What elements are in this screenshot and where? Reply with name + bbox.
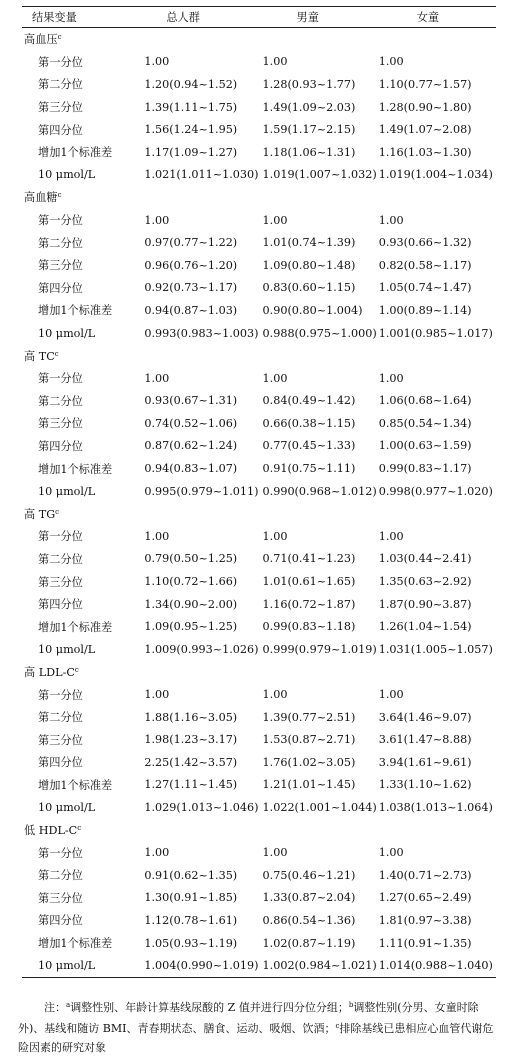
table-row [22, 864, 496, 887]
table-cell: 0.74(0.52~1.06) [144, 416, 238, 430]
table-cell: 0.87(0.62~1.24) [144, 439, 238, 453]
footnote-a-text: 调整性别、年龄计算基线尿酸的 Z 值并进行四分位分组； [70, 1001, 349, 1014]
row-label-cell: 第二分位 [38, 394, 83, 408]
table-cell: 1.20(0.94~1.52) [144, 77, 238, 91]
table-cell: 1.87(0.90~3.87) [378, 597, 472, 611]
row-label-cell: 10 μmol/L [22, 954, 136, 977]
table-cell: 1.038(1.013~1.064) [378, 800, 493, 814]
table-row [22, 525, 496, 548]
table-cell: 0.92(0.73~1.17) [144, 281, 238, 295]
table-cell: 0.66(0.38~1.15) [262, 416, 356, 430]
row-label-cell: 第四分位 [38, 123, 83, 137]
section-title-footnote-marker: c [74, 665, 79, 674]
section-title-footnote-marker: c [57, 33, 62, 42]
section-title-cell [22, 344, 496, 367]
table-cell: 1.00 [378, 846, 404, 860]
table-cell: 0.993(0.983~1.003) [144, 326, 259, 340]
table-header-row [22, 7, 496, 28]
row-label-cell: 10 μmol/L [38, 168, 96, 182]
table-cell: 0.82(0.58~1.17) [378, 258, 472, 272]
section-title-cell [22, 502, 496, 525]
section-header-row [22, 28, 496, 51]
row-label-cell: 第四分位 [38, 598, 83, 612]
table-cell: 0.990(0.968~1.012) [262, 484, 377, 498]
table-cell: 1.00 [144, 213, 170, 227]
table-cell: 1.00 [378, 371, 404, 385]
table-cell: 1.021(1.011~1.030) [144, 168, 259, 182]
table-cell: 1.09(0.95~1.25) [144, 620, 238, 634]
table-cell: 1.10(0.72~1.66) [144, 575, 238, 589]
table-cell: 0.90(0.80~1.004) [262, 303, 363, 317]
table-cell: 1.34(0.90~2.00) [144, 597, 238, 611]
table-cell: 1.014(0.988~1.040) [377, 954, 496, 977]
table-cell: 1.49(1.07~2.08) [378, 123, 472, 137]
table-cell: 1.76(1.02~3.05) [262, 755, 356, 769]
header-outcome-variable: 结果变量 [22, 7, 136, 28]
table-cell: 0.75(0.46~1.21) [262, 868, 356, 882]
table-cell: 1.019(1.004~1.034) [378, 168, 493, 182]
table-cell: 1.00 [378, 213, 404, 227]
table-cell: 1.01(0.74~1.39) [262, 236, 356, 250]
table-footnote [18, 996, 498, 1057]
row-label-cell: 第三分位 [38, 891, 83, 905]
section-title-cell [22, 28, 496, 51]
table-cell: 1.30(0.91~1.85) [144, 891, 238, 905]
section-title: 高 LDL-C [24, 665, 75, 679]
row-label-cell: 增加1个标准差 [38, 146, 113, 160]
table-row [22, 209, 496, 232]
table-cell: 0.86(0.54~1.36) [262, 913, 356, 927]
table-cell: 0.71(0.41~1.23) [262, 552, 356, 566]
row-label-cell: 第四分位 [38, 439, 83, 453]
table-cell: 1.00 [262, 55, 288, 69]
table-cell: 1.39(1.11~1.75) [144, 100, 238, 114]
section-title: 高 TC [24, 349, 55, 363]
table-cell: 1.00 [144, 529, 170, 543]
table-row [22, 277, 496, 300]
table-cell: 0.84(0.49~1.42) [262, 394, 356, 408]
table-cell: 1.26(1.04~1.54) [378, 620, 472, 634]
row-label-cell: 第一分位 [38, 846, 83, 860]
row-label-cell: 增加1个标准差 [38, 304, 113, 318]
row-label-cell: 第三分位 [38, 417, 83, 431]
table-cell: 1.11(0.91~1.35) [378, 936, 472, 950]
table-cell: 1.35(0.63~2.92) [378, 575, 472, 589]
table-row [22, 322, 496, 345]
footnote-c-text: 排除基线已患相应心血管代谢危险因素的研究对象 [18, 1022, 494, 1054]
table-row [22, 909, 496, 932]
table-cell: 1.05(0.74~1.47) [378, 281, 472, 295]
table-cell: 1.004(0.990~1.019) [136, 954, 258, 977]
table-row [22, 254, 496, 277]
footnote-b-text: 调整性别(分男、女童时除外)、基线和随访 BMI、青春期状态、膳食、运动、吸烟、饮酒； [18, 1001, 479, 1035]
table-cell: 1.16(0.72~1.87) [262, 597, 356, 611]
table-cell: 3.61(1.47~8.88) [378, 733, 472, 747]
footnote-b-marker: b [348, 1001, 354, 1009]
table-cell: 1.00 [262, 371, 288, 385]
table-cell: 1.00 [378, 688, 404, 702]
results-table [22, 6, 496, 978]
table-cell: 1.00 [262, 688, 288, 702]
footnote-c-marker: c [335, 1022, 340, 1030]
table-cell: 1.27(1.11~1.45) [144, 778, 238, 792]
table-cell: 1.06(0.68~1.64) [378, 394, 472, 408]
header-total-population: 总人群 [136, 7, 258, 28]
table-cell: 0.97(0.77~1.22) [144, 236, 238, 250]
header-boys: 男童 [259, 7, 377, 28]
table-row [22, 457, 496, 480]
table-cell: 0.83(0.60~1.15) [262, 281, 356, 295]
table-row [22, 164, 496, 187]
table-cell: 1.27(0.65~2.49) [378, 891, 472, 905]
table-cell: 1.022(1.001~1.044) [262, 800, 377, 814]
section-header-row [22, 502, 496, 525]
row-label-cell: 第四分位 [38, 756, 83, 770]
table-cell: 1.00 [378, 529, 404, 543]
table-row [22, 728, 496, 751]
table-cell: 1.00 [262, 846, 288, 860]
table-row [22, 593, 496, 616]
table-cell: 1.53(0.87~2.71) [262, 733, 356, 747]
table-cell: 1.00 [262, 213, 288, 227]
table-cell: 1.98(1.23~3.17) [144, 733, 238, 747]
table-row [22, 683, 496, 706]
section-title-footnote-marker: c [57, 191, 62, 200]
row-label-cell: 增加1个标准差 [38, 620, 113, 634]
table-row [22, 435, 496, 458]
row-label-cell: 增加1个标准差 [38, 778, 113, 792]
table-cell: 1.28(0.93~1.77) [262, 77, 356, 91]
table-cell: 1.40(0.71~2.73) [378, 868, 472, 882]
table-cell: 1.33(0.87~2.04) [262, 891, 356, 905]
table-row [22, 796, 496, 819]
table-cell: 0.998(0.977~1.020) [378, 484, 493, 498]
table-cell: 0.94(0.83~1.07) [144, 462, 238, 476]
row-label-cell: 第二分位 [38, 869, 83, 883]
table-cell: 1.03(0.44~2.41) [378, 552, 472, 566]
table-row [22, 390, 496, 413]
footnote-a-marker: a [66, 1001, 71, 1009]
table-cell: 2.25(1.42~3.57) [144, 755, 238, 769]
table-cell: 1.00 [144, 688, 170, 702]
table-cell: 0.93(0.66~1.32) [378, 236, 472, 250]
section-title-cell [22, 819, 496, 842]
section-header-row [22, 344, 496, 367]
table-cell: 1.019(1.007~1.032) [262, 168, 377, 182]
table-cell: 1.01(0.61~1.65) [262, 575, 356, 589]
table-cell: 1.10(0.77~1.57) [378, 77, 472, 91]
table-row [22, 751, 496, 774]
table-cell: 1.05(0.93~1.19) [144, 936, 238, 950]
table-cell: 1.00 [144, 846, 170, 860]
table-cell: 0.91(0.62~1.35) [144, 868, 238, 882]
table-cell: 0.99(0.83~1.17) [378, 462, 472, 476]
table-cell: 1.02(0.87~1.19) [262, 936, 356, 950]
row-label-cell: 第三分位 [38, 733, 83, 747]
table-cell: 0.94(0.87~1.03) [144, 303, 238, 317]
table-row [22, 412, 496, 435]
table-cell: 1.49(1.09~2.03) [262, 100, 356, 114]
section-title: 低 HDL-C [24, 824, 78, 838]
row-label-cell: 第二分位 [38, 711, 83, 725]
table-row [22, 706, 496, 729]
table-cell: 3.94(1.61~9.61) [378, 755, 472, 769]
row-label-cell: 10 μmol/L [38, 484, 96, 498]
table-row [22, 932, 496, 955]
table-row [22, 570, 496, 593]
section-header-row [22, 661, 496, 684]
table-row [22, 141, 496, 164]
table-row [22, 96, 496, 119]
row-label-cell: 第一分位 [38, 688, 83, 702]
section-title-footnote-marker: c [77, 824, 82, 833]
section-title: 高 TG [24, 507, 56, 521]
table-cell: 1.88(1.16~3.05) [144, 710, 238, 724]
table-cell: 0.77(0.45~1.33) [262, 439, 356, 453]
table-row [22, 73, 496, 96]
table-cell: 0.79(0.50~1.25) [144, 552, 238, 566]
table-row [22, 638, 496, 661]
table-row [22, 299, 496, 322]
table-cell: 1.002(0.984~1.021) [259, 954, 377, 977]
table-cell: 0.96(0.76~1.20) [144, 258, 238, 272]
row-label-cell: 第三分位 [38, 259, 83, 273]
table-row [22, 774, 496, 797]
table-cell: 0.988(0.975~1.000) [262, 326, 377, 340]
table-cell: 1.00 [144, 55, 170, 69]
table-cell: 0.93(0.67~1.31) [144, 394, 238, 408]
table-row [22, 118, 496, 141]
table-cell: 3.64(1.46~9.07) [378, 710, 472, 724]
table-cell: 1.56(1.24~1.95) [144, 123, 238, 137]
row-label-cell: 10 μmol/L [38, 642, 96, 656]
table-cell: 1.00 [144, 371, 170, 385]
table-cell: 1.18(1.06~1.31) [262, 145, 356, 159]
table-cell: 1.39(0.77~2.51) [262, 710, 356, 724]
row-label-cell: 第二分位 [38, 236, 83, 250]
table-cell: 1.09(0.80~1.48) [262, 258, 356, 272]
table-row [22, 480, 496, 503]
row-label-cell: 10 μmol/L [38, 800, 96, 814]
row-label-cell: 10 μmol/L [38, 326, 96, 340]
row-label-cell: 第一分位 [38, 530, 83, 544]
table-cell: 1.029(1.013~1.046) [144, 800, 259, 814]
row-label-cell: 增加1个标准差 [38, 462, 113, 476]
table-row [22, 887, 496, 910]
table-row [22, 548, 496, 571]
row-label-cell: 第二分位 [38, 78, 83, 92]
table-cell: 1.21(1.01~1.45) [262, 778, 356, 792]
row-label-cell: 第四分位 [38, 281, 83, 295]
row-label-cell: 增加1个标准差 [38, 937, 113, 951]
section-title: 高血压 [24, 33, 58, 47]
table-cell: 1.001(0.985~1.017) [378, 326, 493, 340]
table-row [22, 954, 496, 977]
table-cell: 0.85(0.54~1.34) [378, 416, 472, 430]
row-label-cell: 第四分位 [38, 914, 83, 928]
table-cell: 0.995(0.979~1.011) [144, 484, 259, 498]
table-row [22, 841, 496, 864]
table-cell: 1.009(0.993~1.026) [144, 642, 259, 656]
section-title-cell [22, 661, 496, 684]
table-cell: 1.00(0.63~1.59) [378, 439, 472, 453]
table-cell: 1.12(0.78~1.61) [144, 913, 238, 927]
table-cell: 1.00(0.89~1.14) [378, 303, 472, 317]
table-cell: 1.00 [262, 529, 288, 543]
header-girls: 女童 [377, 7, 496, 28]
table-row [22, 367, 496, 390]
table-row [22, 615, 496, 638]
table-cell: 1.16(1.03~1.30) [378, 145, 472, 159]
table-cell: 1.00 [378, 55, 404, 69]
table-cell: 1.81(0.97~3.38) [378, 913, 472, 927]
section-title-footnote-marker: c [54, 349, 59, 358]
table-cell: 0.91(0.75~1.11) [262, 462, 356, 476]
table-cell: 0.999(0.979~1.019) [262, 642, 377, 656]
row-label-cell: 第三分位 [38, 575, 83, 589]
table-cell: 1.28(0.90~1.80) [378, 100, 472, 114]
row-label-cell: 第一分位 [38, 55, 83, 69]
row-label-cell: 第三分位 [38, 101, 83, 115]
footnote-prefix: 注： [44, 1001, 66, 1014]
section-title-cell [22, 186, 496, 209]
table-row [22, 231, 496, 254]
table-cell: 1.33(1.10~1.62) [378, 778, 472, 792]
section-header-row [22, 819, 496, 842]
row-label-cell: 第一分位 [38, 214, 83, 228]
table-cell: 1.031(1.005~1.057) [378, 642, 493, 656]
row-label-cell: 第二分位 [38, 552, 83, 566]
row-label-cell: 第一分位 [38, 372, 83, 386]
section-header-row [22, 186, 496, 209]
table-row [22, 51, 496, 74]
table-body [22, 28, 496, 978]
table-cell: 1.17(1.09~1.27) [144, 145, 238, 159]
table-cell: 1.59(1.17~2.15) [262, 123, 356, 137]
section-title: 高血糖 [24, 191, 58, 205]
section-title-footnote-marker: c [55, 507, 60, 516]
table-cell: 0.99(0.83~1.18) [262, 620, 356, 634]
